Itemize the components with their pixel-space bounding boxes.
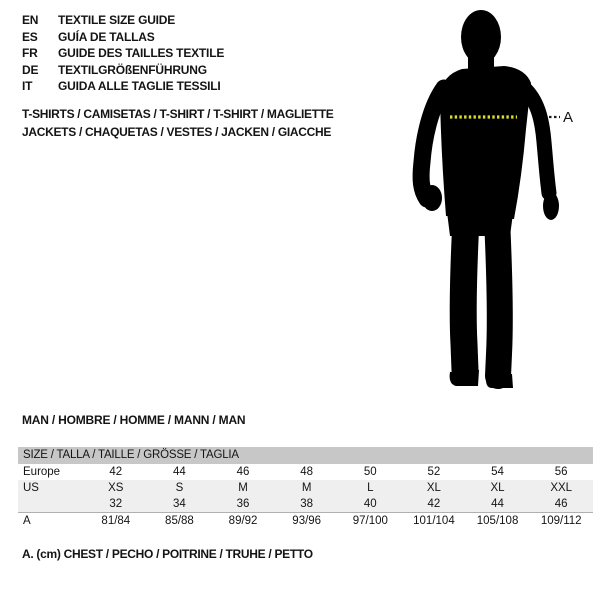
row-label: Europe [23, 466, 61, 478]
size-value: 50 [363, 466, 377, 478]
language-code: EN [22, 13, 39, 27]
size-value: 97/100 [352, 515, 388, 527]
language-code: DE [22, 62, 39, 77]
language-code: IT [22, 79, 33, 94]
size-value: 38 [300, 498, 314, 510]
size-value: 109/112 [540, 515, 582, 527]
row-label [18, 496, 84, 512]
size-value: 40 [363, 498, 377, 510]
size-value: XS [108, 482, 124, 494]
language-row [22, 78, 224, 95]
language-list [22, 12, 224, 95]
size-value: 85/88 [165, 515, 194, 527]
language-row [22, 62, 224, 79]
language-row [22, 12, 224, 29]
silhouette-left-leg [463, 219, 466, 370]
row-label: A [23, 515, 31, 527]
man-silhouette [410, 4, 580, 392]
silhouette-left-hand [422, 185, 442, 211]
silhouette-left-arm [421, 88, 444, 199]
size-value: 105/108 [476, 515, 519, 527]
size-value: L [367, 482, 374, 494]
size-value: 42 [109, 466, 123, 478]
silhouette-right-leg [497, 219, 500, 376]
size-value: 101/104 [413, 515, 455, 527]
size-value: 56 [554, 466, 568, 478]
language-label: GUIDE DES TAILLES TEXTILE [58, 46, 225, 61]
size-value: 44 [173, 466, 186, 478]
section-heading: MAN / HOMBRE / HOMME / MANN / MAN [22, 413, 246, 427]
size-value: M [238, 482, 248, 494]
size-value: 89/92 [228, 515, 258, 527]
table-row-us-numeric [18, 496, 593, 513]
size-value: 48 [300, 466, 314, 478]
silhouette-right-arm [524, 88, 549, 193]
size-value: 44 [491, 498, 504, 510]
measure-label-a: A [563, 109, 574, 126]
silhouette-left-shoe [450, 370, 479, 386]
size-value: 32 [109, 498, 123, 510]
size-value: XXL [550, 482, 573, 494]
category-line-jackets: JACKETS / CHAQUETAS / VESTES / JACKEN / GIACCHE [22, 125, 332, 139]
language-row [22, 45, 224, 62]
table-row-us [18, 480, 593, 496]
silhouette-body [440, 10, 531, 236]
size-value: XL [490, 482, 505, 494]
language-label: GUIDA ALLE TAGLIE TESSILI [58, 79, 221, 94]
language-label: TEXTILE SIZE GUIDE [58, 13, 176, 27]
size-table [18, 447, 593, 529]
table-row-chest-cm [18, 513, 593, 529]
size-value: 52 [427, 466, 441, 478]
row-label: US [23, 482, 39, 494]
language-row [22, 29, 224, 46]
size-value: 54 [491, 466, 504, 478]
category-line-tshirts: T-SHIRTS / CAMISETAS / T-SHIRT / T-SHIRT / MAGLIETTE [22, 107, 334, 121]
size-value: M [301, 482, 312, 494]
language-label: GUÍA DE TALLAS [58, 29, 155, 44]
table-header: SIZE / TALLA / TAILLE / GRÖSSE / TAGLIA [18, 447, 593, 464]
language-code: FR [22, 46, 38, 61]
size-value: S [175, 482, 184, 494]
size-value: 81/84 [101, 515, 131, 527]
table-row-europe [18, 464, 593, 480]
language-code: ES [22, 29, 38, 44]
size-value: 93/96 [292, 515, 322, 527]
measurement-footnote: A. (cm) CHEST / PECHO / POITRINE / TRUHE / PETTO [22, 547, 313, 561]
size-value: 46 [554, 498, 568, 510]
silhouette-right-shoe [486, 374, 513, 388]
silhouette-right-hand [543, 192, 559, 220]
size-value: XL [426, 482, 441, 494]
size-value: 34 [173, 498, 186, 510]
size-value: 46 [236, 466, 250, 478]
language-label: TEXTILGRÖßENFÜHRUNG [58, 62, 207, 77]
category-lines [22, 105, 334, 141]
size-value: 36 [236, 498, 250, 510]
size-value: 42 [427, 498, 441, 510]
